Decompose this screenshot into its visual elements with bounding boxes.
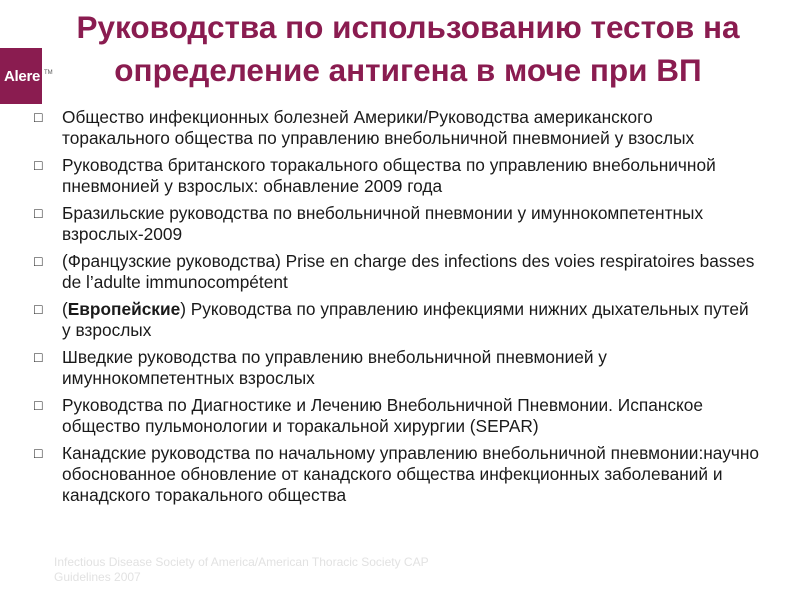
bullet-text: Руководства британского торакального общества по управлению внебольничной пневмонией у взрослых: обнавление 2009 года xyxy=(62,155,716,196)
check-box-icon: □ xyxy=(34,397,43,413)
bullet-text: Канадские руководства по начальному управлению внебольничной пневмонии:научно обоснованное обновление от канадского общества инфекционных заболеваний и канадского торакального общества xyxy=(62,443,760,505)
check-box-icon: □ xyxy=(34,205,43,221)
check-box-icon: □ xyxy=(34,349,43,365)
list-item xyxy=(0,203,800,245)
check-box-icon: □ xyxy=(34,301,43,317)
list-item xyxy=(0,155,800,197)
check-box-icon: □ xyxy=(34,253,43,269)
list-item xyxy=(0,347,800,389)
list-item xyxy=(0,107,800,149)
bullet-text: Руководства по Диагностике и Лечению Внебольничной Пневмонии. Испанское общество пульмонологии и торакальной хирургии (SEPAR) xyxy=(62,395,703,436)
bullet-text: Бразильские руководства по внебольничной пневмонии у имуннокомпетентных взрослых-2009 xyxy=(62,203,704,244)
check-box-icon: □ xyxy=(34,445,43,461)
check-box-icon: □ xyxy=(34,157,43,173)
slide-title: Руководства по использованию тестов на определение антигена в моче при ВП xyxy=(76,9,740,88)
bullet-text-pre: ( xyxy=(62,299,68,319)
list-item xyxy=(0,251,800,293)
bullet-text: (Французские руководства) Prise en charge des infections des voies respiratoires basses de l’adulte immunocompétent xyxy=(62,251,755,292)
bullet-text-emphasis: Европейские xyxy=(67,299,181,319)
guidelines-list xyxy=(0,107,800,512)
bullet-text-post: ) Руководства по управлению инфекциями нижних дыхательных путей у взрослых xyxy=(62,299,749,340)
footer-caption: Infectious Disease Society of America/American Thoracic Society CAP Guidelines 2007 xyxy=(54,555,429,584)
check-box-icon: □ xyxy=(34,109,43,125)
trademark-mark: TM xyxy=(44,70,53,76)
list-item xyxy=(0,395,800,437)
list-item xyxy=(0,443,800,506)
bullet-text: Шведкие руководства по управлению внебольничной пневмонией у имуннокомпетентных взрослых xyxy=(62,347,607,388)
bullet-text: Общество инфекционных болезней Америки/Руководства американского торакального общества по управлению внебольничной пневмонией у взослых xyxy=(62,107,695,148)
list-item xyxy=(0,299,800,341)
logo-text: Alere xyxy=(4,67,41,85)
